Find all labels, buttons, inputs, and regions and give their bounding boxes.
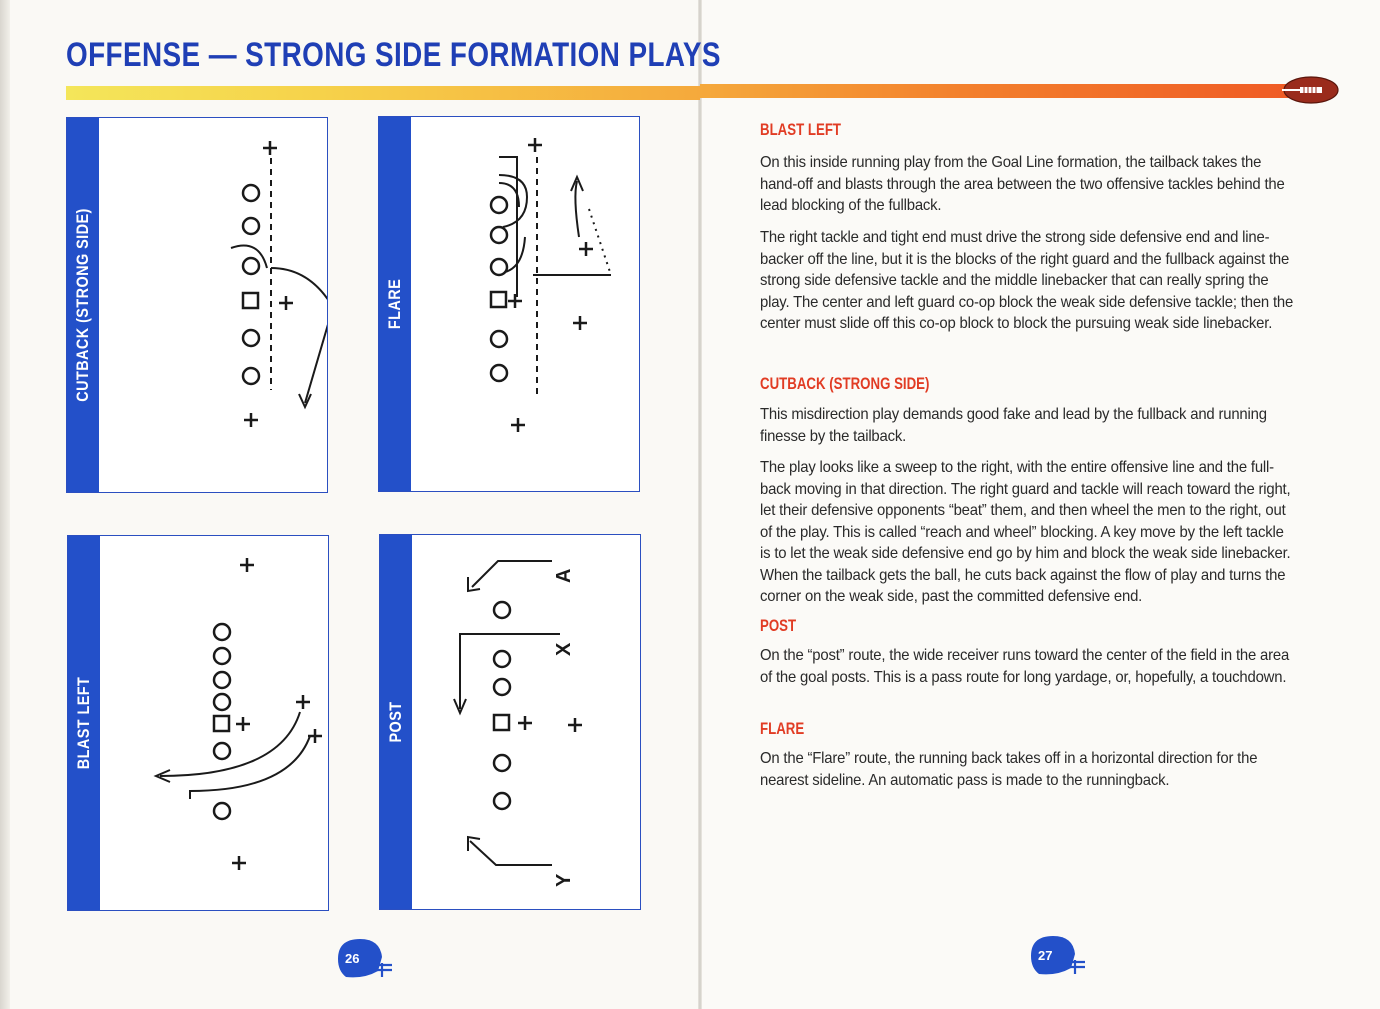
- diagram-label-band: [379, 117, 411, 491]
- offense-players: [491, 197, 507, 381]
- diagram-label: FLARE: [385, 278, 404, 330]
- page-number: 27: [1038, 948, 1053, 963]
- play-diagram-post: [412, 535, 640, 909]
- paragraph: This misdirection play demands good fake and lead by the fullback and running finesse by the tailback.: [760, 406, 1267, 445]
- page-title: OFFENSE — STRONG SIDE FORMATION PLAYS: [66, 36, 721, 74]
- diagram-label-band: [67, 118, 99, 492]
- defense-players: [232, 558, 322, 870]
- receiver-y: Y: [553, 873, 575, 887]
- receiver-a: A: [553, 568, 575, 583]
- diagram-label-band: [68, 536, 100, 910]
- diagram-blast-left: [67, 535, 329, 911]
- heading-post: POST: [760, 616, 797, 635]
- paragraph: On the “post” route, the wide receiver runs toward the center of the field in the area of the goal posts. This is a pass route for long yardage, or, hopefully, a touchdown.: [760, 647, 1290, 686]
- paragraph: On this inside running play from the Goal Line formation, the tailback takes the hand-off and blasts through the area between the two offensive tackles behind the lead blocking of the fullback.: [760, 154, 1285, 214]
- page-number-helmet-27: [1027, 932, 1087, 982]
- defense-players: [518, 716, 582, 732]
- diagram-label: BLAST LEFT: [74, 676, 93, 770]
- page-edge: [0, 0, 10, 1009]
- paragraph: The play looks like a sweep to the right, with the entire offensive line and the full-back moving in that direction. The right guard and tackle will reach toward the right, let their defensive opponents “beat” them, and then wheel the men to the right, out of the play. This is called “reach and wheel” blocking. A key move by the left tackle is to let the weak side defensive end go by him and block the weak side linebacker. When the tailback gets the ball, he cuts back against the flow of play and turns the corner on the weak side, past the committed defensive end.: [760, 459, 1291, 605]
- football-icon: [1282, 75, 1340, 105]
- header-stripe-right: [700, 84, 1300, 98]
- heading-blast-left: BLAST LEFT: [760, 120, 842, 139]
- book-spine: [698, 0, 702, 1009]
- play-diagram-flare: [411, 117, 639, 491]
- offense-players: [243, 185, 259, 384]
- page-number: 26: [345, 951, 360, 966]
- receiver-x: X: [553, 642, 575, 656]
- diagram-label-band: [380, 535, 412, 909]
- diagram-flare: [378, 116, 640, 492]
- play-diagram-cutback: [99, 118, 327, 492]
- diagram-cutback: [66, 117, 328, 493]
- page-number-helmet-26: [334, 935, 394, 985]
- heading-cutback: CUTBACK (STRONG SIDE): [760, 374, 930, 393]
- play-diagram-blast-left: [100, 536, 328, 910]
- paragraph: On the “Flare” route, the running back takes off in a horizontal direction for the nearest sideline. An automatic pass is made to the runningback.: [760, 750, 1258, 789]
- header-stripe-left: [66, 86, 700, 100]
- diagram-label: POST: [386, 701, 405, 743]
- paragraph: The right tackle and tight end must drive the strong side defensive end and line-backer off the line, but it is the blocks of the right guard and the fullback against the strong side defensive tackle and the middle linebacker that can really spring the play. The center and left guard co-op block the weak side defensive tackle; then the center must slide off this co-op block to block the pursuing weak side linebacker.: [760, 229, 1294, 332]
- heading-flare: FLARE: [760, 719, 805, 738]
- diagram-post: [379, 534, 641, 910]
- diagram-label: CUTBACK (STRONG SIDE): [73, 208, 92, 402]
